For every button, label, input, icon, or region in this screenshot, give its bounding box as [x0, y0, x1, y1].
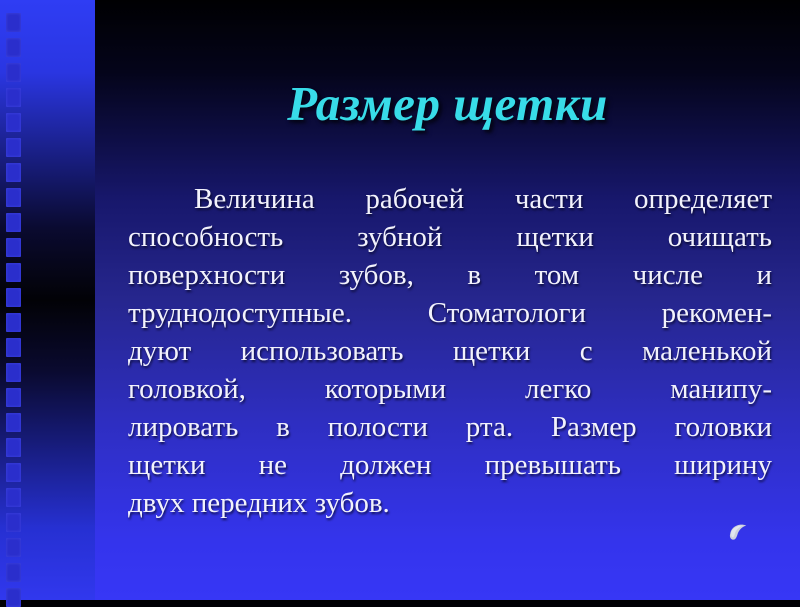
filmstrip-square: [6, 563, 21, 582]
body-line: способность зубной щетки очищать: [128, 221, 772, 253]
filmstrip-square: [6, 438, 21, 457]
filmstrip-square: [6, 288, 21, 307]
filmstrip-square: [6, 188, 21, 207]
filmstrip-square: [6, 63, 21, 82]
filmstrip-square: [6, 513, 21, 532]
filmstrip-square: [6, 363, 21, 382]
filmstrip-square: [6, 113, 21, 132]
body-line: головкой, которыми легко манипу-: [128, 373, 772, 405]
crescent-shape-icon: [727, 521, 749, 543]
filmstrip-square: [6, 338, 21, 357]
filmstrip-band: [0, 0, 95, 600]
filmstrip-square: [6, 388, 21, 407]
body-text: [128, 180, 772, 522]
filmstrip-square: [6, 538, 21, 557]
body-line: двух передних зубов.: [128, 487, 390, 519]
filmstrip-square: [6, 313, 21, 332]
filmstrip-square: [6, 213, 21, 232]
filmstrip-square: [6, 463, 21, 482]
body-line: дуют использовать щетки с маленькой: [128, 335, 772, 367]
body-line: щетки не должен превышать ширину: [128, 449, 772, 481]
filmstrip-square: [6, 38, 21, 57]
filmstrip-square: [6, 138, 21, 157]
filmstrip-square: [6, 13, 21, 32]
slide-title: Размер щетки: [287, 76, 608, 131]
filmstrip-square: [6, 88, 21, 107]
filmstrip-square: [6, 588, 21, 607]
body-line: лировать в полости рта. Размер головки: [128, 411, 772, 443]
filmstrip-square: [6, 488, 21, 507]
body-line: поверхности зубов, в том числе и: [128, 259, 772, 291]
filmstrip-square: [6, 413, 21, 432]
filmstrip-square: [6, 263, 21, 282]
body-line: труднодоступные. Стоматологи рекомен-: [128, 297, 772, 329]
filmstrip-square: [6, 238, 21, 257]
slide-content: [95, 0, 800, 600]
filmstrip-square: [6, 163, 21, 182]
body-line: Величина рабочей части определяет: [194, 183, 772, 215]
